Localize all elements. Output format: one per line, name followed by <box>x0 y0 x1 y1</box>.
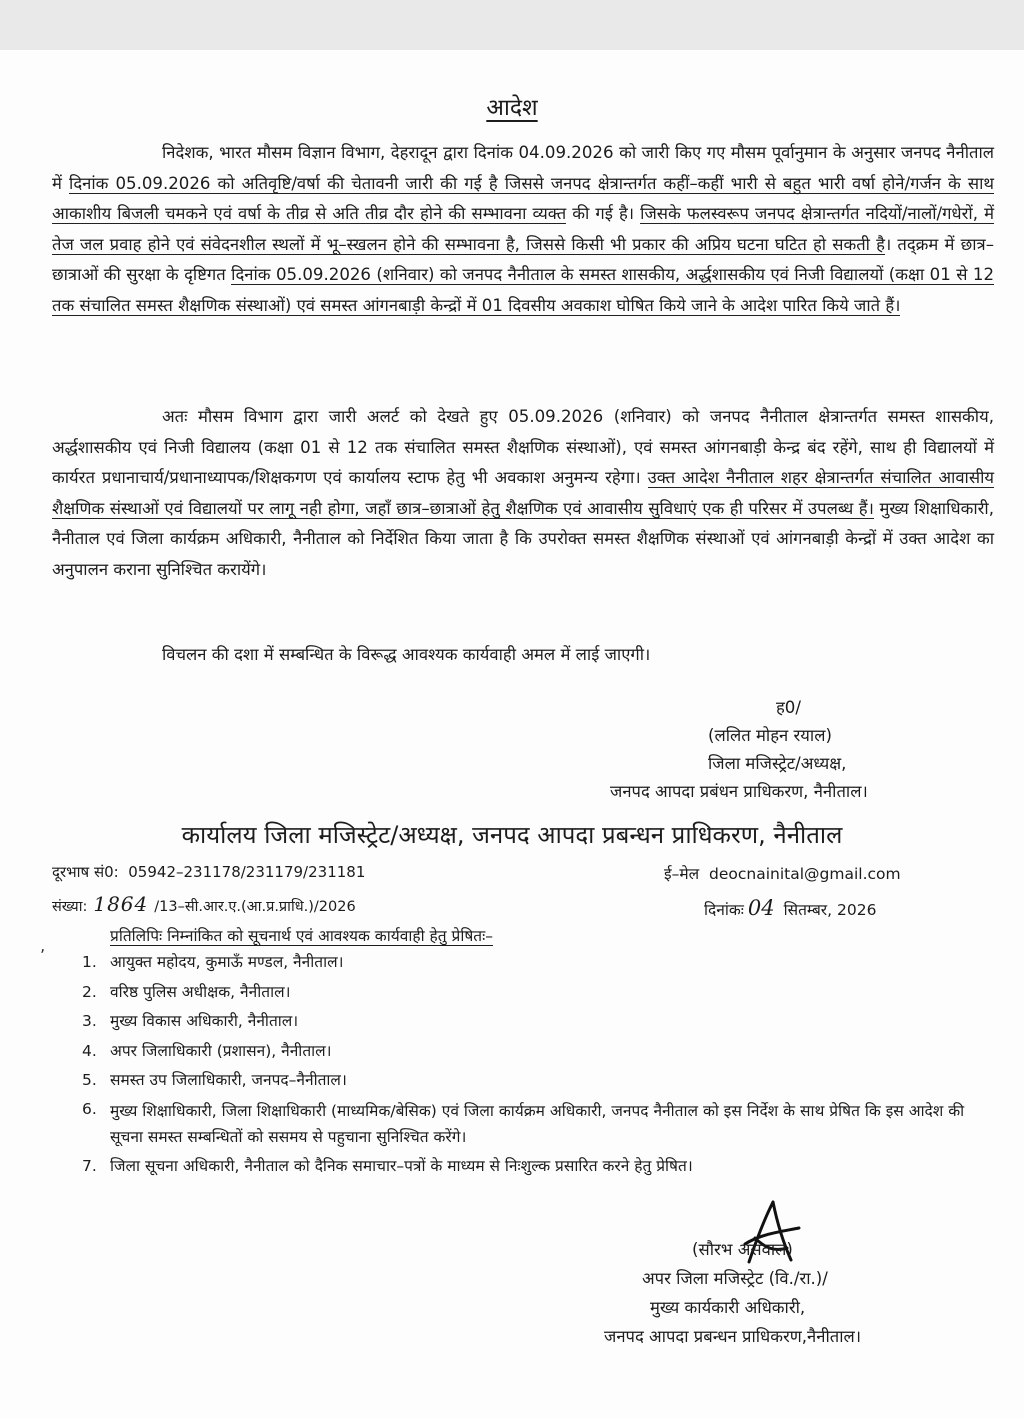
list-item: 2. वरिष्ठ पुलिस अधीक्षक, नैनीताल। <box>82 982 291 1001</box>
ref-number: 1864 <box>93 892 149 916</box>
office-heading: कार्यालय जिला मजिस्ट्रेट/अध्यक्ष, जनपद आपदा प्रबन्धन प्राधिकरण, नैनीताल <box>181 821 843 849</box>
list-item: 5. समस्त उप जिलाधिकारी, जनपद–नैनीताल। <box>82 1071 347 1089</box>
signed-mark: ह0/ <box>776 698 801 717</box>
para1-underlined-3: दिनांक 05.09.2026 (शनिवार) को जनपद नैनीताल के समस्त शासकीय, अर्द्धशासकीय एवं निजी विद्यालयों (कक्षा 01 से 12 तक संचालित समस्त शैक्षणिक संस्थाओं) एवं समस्त आंगनबाड़ी केन्द्रों में 01 दिवसीय अवकाश घोषित किये जाने के आदेश पारित किये जाते हैं। <box>52 265 995 315</box>
phone-line <box>52 862 365 882</box>
email-address: deocnainital@gmail.com <box>709 865 901 883</box>
margin-mark: ‚ <box>40 936 46 955</box>
phone-label: दूरभाष सं0: <box>52 863 119 881</box>
list-item: 4. अपर जिलाधिकारी (प्रशासन), नैनीताल। <box>82 1041 332 1060</box>
date-label: दिनांकः <box>704 901 744 919</box>
para1-text-1: निदेशक, भारत मौसम विज्ञान विभाग, देहरादून द्वारा दिनांक 04.09.2026 को जारी किए गए मौसम पूर्वानुमान के अनुसार जनपद नैनीताल में <box>52 143 994 193</box>
para2-underlined-1: उक्त आदेश नैनीताल शहर क्षेत्रान्तर्गत संचालित आवासीय शैक्षणिक संस्थाओं एवं विद्यालयों पर लागू नही होगा, जहाँ छात्र–छात्राओं हेतु शैक्षणिक एवं आवासीय सुविधाएं एक ही परिसर में उपलब्ध हैं। <box>52 468 994 518</box>
para1-underlined-1: दिनांक 05.09.2026 को अतिवृष्टि/वर्षा की चेतावनी जारी की गई है जिससे जनपद क्षेत्रान्तर्गत कहीं–कहीं भारी से बहुत भारी वर्षा होने/गर्जन के साथ आकाशीय बिजली चमकने एवं वर्षा के तीव्र से अति तीव्र दौर होने की सम्भावना व्यक्त <box>52 173 994 224</box>
list-item: 3. मुख्य विकास अधिकारी, नैनीताल। <box>82 1012 299 1030</box>
para1-text-2: की गई है। <box>566 204 641 224</box>
email-line <box>664 862 901 884</box>
document-title: आदेश <box>486 95 538 121</box>
date-line <box>704 896 876 920</box>
signature-block-dm <box>600 694 974 806</box>
ref-suffix: /13–सी.आर.ए.(आ.प्र.प्राधि.)/2026 <box>154 899 356 915</box>
reference-line <box>52 892 356 916</box>
signatory-designation-2b: मुख्य कार्यकारी अधिकारी, <box>650 1298 806 1317</box>
date-day: 04 <box>747 896 775 920</box>
para1-text-3: । तद्क्रम में छात्र–छात्राओं की सुरक्षा के दृष्टिगत <box>52 234 994 285</box>
copy-heading: प्रतिलिपिः निम्नांकित को सूचनार्थ एवं आवश्यक कार्यवाही हेतु प्रेषितः– <box>110 927 494 945</box>
email-label: ई–मेल <box>664 865 700 883</box>
signatory-designation: जिला मजिस्ट्रेट/अध्यक्ष, <box>708 754 847 773</box>
list-item: 1. आयुक्त महोदय, कुमाऊँ मण्डल, नैनीताल। <box>82 953 344 971</box>
para2-text-2: मुख्य शिक्षाधिकारी, नैनीताल एवं जिला कार्यक्रम अधिकारी, नैनीताल को निर्देशित किया जाता है कि उपरोक्त समस्त शैक्षणिक संस्थाओं एवं आंगनबाड़ी केन्द्रों में उक्त आदेश का अनुपालन कराना सुनिश्चित करायेंगे। <box>52 498 994 579</box>
order-paragraph-3: विचलन की दशा में सम्बन्धित के विरूद्ध आवश्यक कार्यवाही अमल में लाई जाएगी। <box>162 645 651 664</box>
date-rest: सितम्बर, 2026 <box>783 901 877 919</box>
phone-numbers: 05942–231178/231179/231181 <box>128 863 366 881</box>
para1-underlined-2: जिसके फलस्वरूप जनपद क्षेत्रान्तर्गत नदियों/नालों/गधेरों, में तेज जल प्रवाह होने एवं संवेदनशील स्थलों में भू–स्खलन होने की सम्भावना है, जिससे किसी भी प्रकार की अप्रिय घटना घटित हो सकती है <box>52 204 995 254</box>
ref-label: संख्या: <box>52 899 88 915</box>
signature-block-adm <box>600 1235 960 1351</box>
order-paragraph-2 <box>52 402 994 586</box>
distribution-list <box>82 948 982 1181</box>
para2-text-1: अतः मौसम विभाग द्वारा जारी अलर्ट को देखते हुए 05.09.2026 (शनिवार) को जनपद नैनीताल क्षेत्रान्तर्गत समस्त शासकीय, अर्द्धशासकीय एवं निजी विद्यालय (कक्षा 01 से 12 तक संचालित समस्त शैक्षणिक संस्थाओं), एवं समस्त आंगनबाड़ी केन्द्र बंद रहेंगे, साथ ही विद्यालयों में कार्यरत प्रधानाचार्य/प्रधानाध्यापक/शिक्षकगण एवं कार्यालय स्टाफ हेतु भी अवकाश अनुमन्य रहेगा। <box>52 407 994 488</box>
order-document <box>0 50 1024 1418</box>
order-paragraph-1 <box>52 138 994 322</box>
signatory-designation-2a: अपर जिला मजिस्ट्रेट (वि./रा.)/ <box>642 1269 828 1288</box>
signatory-authority-2: जनपद आपदा प्रबन्धन प्राधिकरण,नैनीताल। <box>604 1327 862 1346</box>
signatory-authority: जनपद आपदा प्रबंधन प्राधिकरण, नैनीताल। <box>610 782 868 801</box>
list-item: 7. जिला सूचना अधिकारी, नैनीताल को दैनिक समाचार–पत्रों के माध्यम से निःशुल्क प्रसारित करने हेतु प्रेषित। <box>82 1156 693 1175</box>
document-page <box>0 50 1024 1418</box>
signatory-name-2: (सौरभ असवाल) <box>692 1240 793 1259</box>
signatory-name: (ललित मोहन रयाल) <box>708 726 832 745</box>
list-item: 6. मुख्य शिक्षाधिकारी, जिला शिक्षाधिकारी (माध्यमिक/बेसिक) एवं जिला कार्यक्रम अधिकारी, जनपद नैनीताल को इस निर्देश के साथ प्रेषित कि इस आदेश की सूचना समस्त सम्बन्धितों को ससमय से पहुचाना सुनिश्चित करेंगे। <box>82 1099 965 1146</box>
